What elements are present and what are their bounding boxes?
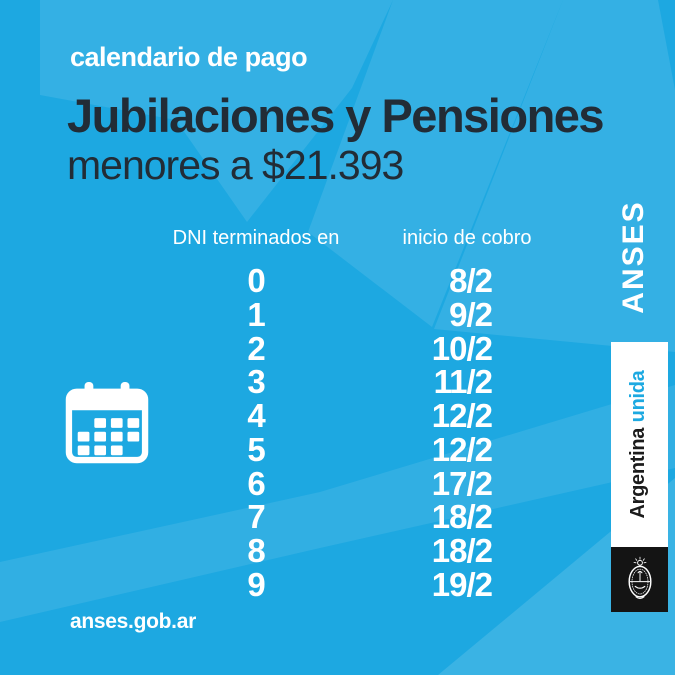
start-date: 8/2 xyxy=(449,261,492,299)
dni-digit: 4 xyxy=(247,397,265,435)
page-title: Jubilaciones y Pensiones xyxy=(67,89,604,142)
table-row xyxy=(176,261,492,299)
start-date: 10/2 xyxy=(431,329,492,367)
dni-digit: 1 xyxy=(247,295,265,333)
page-subtitle: menores a $21.393 xyxy=(67,142,404,188)
gov-black-box xyxy=(611,547,668,612)
table-row xyxy=(176,498,492,536)
start-date: 18/2 xyxy=(431,498,492,536)
dni-digit: 9 xyxy=(247,566,265,604)
table-row xyxy=(176,534,492,568)
dni-digit: 8 xyxy=(247,532,265,570)
start-date: 18/2 xyxy=(431,532,492,570)
dni-digit: 2 xyxy=(247,329,265,367)
column-header-cobro: inicio de cobro xyxy=(402,227,532,249)
dni-digit: 6 xyxy=(247,464,265,502)
table-row xyxy=(176,295,492,333)
gov-banner-text xyxy=(611,342,666,547)
dni-digit: 7 xyxy=(247,498,265,536)
argentina-coat-of-arms-icon xyxy=(624,556,656,604)
table-row xyxy=(176,399,492,433)
table-row xyxy=(176,464,492,502)
gov-word-unida: unida xyxy=(627,370,649,423)
start-date: 12/2 xyxy=(431,430,492,468)
table-row xyxy=(176,568,492,602)
dni-digit: 3 xyxy=(247,363,265,401)
gov-word-argentina: Argentina xyxy=(627,427,649,519)
start-date: 9/2 xyxy=(449,295,492,333)
calendar-icon xyxy=(64,382,150,464)
table-row xyxy=(176,430,492,468)
kicker-text: calendario de pago xyxy=(70,42,308,72)
column-header-dni: DNI terminados en xyxy=(172,227,340,249)
anses-wordmark: ANSES xyxy=(617,200,650,314)
website-url: anses.gob.ar xyxy=(70,610,196,633)
table-row xyxy=(176,329,492,367)
payment-table xyxy=(176,261,492,604)
dni-digit: 5 xyxy=(247,430,265,468)
start-date: 19/2 xyxy=(431,566,492,604)
start-date: 12/2 xyxy=(431,397,492,435)
table-row xyxy=(176,365,492,399)
dni-digit: 0 xyxy=(247,261,265,299)
start-date: 17/2 xyxy=(431,464,492,502)
start-date: 11/2 xyxy=(433,363,492,401)
